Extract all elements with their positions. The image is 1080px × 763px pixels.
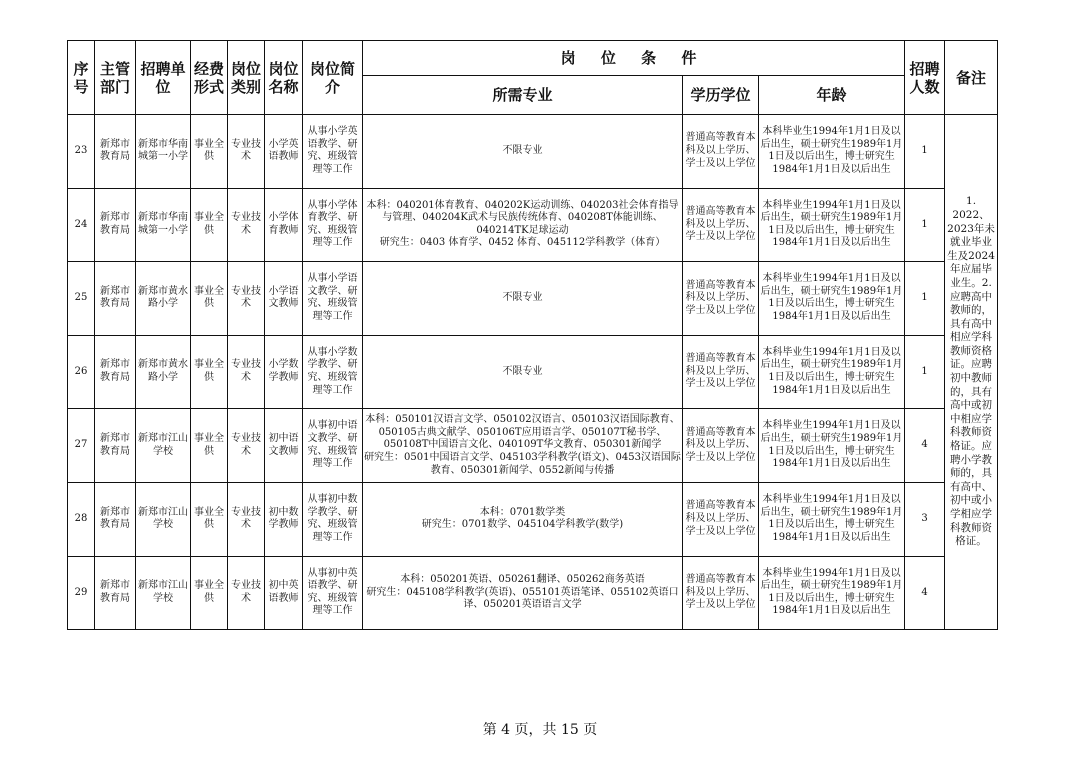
header-conditions: 岗 位 条 件 [363, 41, 905, 76]
cell-seq: 24 [68, 188, 95, 262]
cell-dept: 新郑市教育局 [95, 262, 136, 336]
header-count: 招聘人数 [905, 41, 945, 115]
cell-dept: 新郑市教育局 [95, 188, 136, 262]
cell-category: 专业技术 [228, 188, 265, 262]
cell-funding: 事业全供 [191, 482, 228, 556]
cell-major: 不限专业 [363, 262, 683, 336]
cell-count: 4 [905, 409, 945, 483]
cell-count: 1 [905, 335, 945, 409]
cell-major: 不限专业 [363, 115, 683, 189]
cell-intro: 从事小学体育教学、研究、班级管理等工作 [303, 188, 363, 262]
cell-count: 1 [905, 188, 945, 262]
cell-intro: 从事初中数学教学、研究、班级管理等工作 [303, 482, 363, 556]
cell-category: 专业技术 [228, 482, 265, 556]
header-seq: 序号 [68, 41, 95, 115]
cell-dept: 新郑市教育局 [95, 556, 136, 630]
cell-unit: 新郑市华南城第一小学 [136, 188, 191, 262]
cell-seq: 29 [68, 556, 95, 630]
cell-age: 本科毕业生1994年1月1日及以后出生，硕士研究生1989年1月1日及以后出生，博士研究生1984年1月1日及以后出生 [759, 115, 905, 189]
cell-category: 专业技术 [228, 409, 265, 483]
header-funding: 经费形式 [191, 41, 228, 115]
cell-degree: 普通高等教育本科及以上学历、学士及以上学位 [683, 482, 759, 556]
cell-count: 1 [905, 115, 945, 189]
cell-count: 3 [905, 482, 945, 556]
cell-major: 不限专业 [363, 335, 683, 409]
cell-post: 小学数学教师 [265, 335, 303, 409]
cell-age: 本科毕业生1994年1月1日及以后出生，硕士研究生1989年1月1日及以后出生，博士研究生1984年1月1日及以后出生 [759, 409, 905, 483]
cell-seq: 28 [68, 482, 95, 556]
recruitment-table [67, 40, 998, 630]
cell-count: 1 [905, 262, 945, 336]
cell-post: 初中英语教师 [265, 556, 303, 630]
cell-major: 本科：0701数学类 研究生：0701数学、045104学科教学(数学) [363, 482, 683, 556]
cell-funding: 事业全供 [191, 335, 228, 409]
cell-seq: 27 [68, 409, 95, 483]
table-row [68, 335, 998, 409]
cell-unit: 新郑市江山学校 [136, 482, 191, 556]
cell-degree: 普通高等教育本科及以上学历、学士及以上学位 [683, 262, 759, 336]
cell-age: 本科毕业生1994年1月1日及以后出生，硕士研究生1989年1月1日及以后出生，博士研究生1984年1月1日及以后出生 [759, 335, 905, 409]
cell-unit: 新郑市江山学校 [136, 556, 191, 630]
header-major: 所需专业 [363, 76, 683, 115]
cell-dept: 新郑市教育局 [95, 409, 136, 483]
table-row [68, 188, 998, 262]
header-post: 岗位名称 [265, 41, 303, 115]
cell-funding: 事业全供 [191, 556, 228, 630]
header-category: 岗位类别 [228, 41, 265, 115]
cell-age: 本科毕业生1994年1月1日及以后出生，硕士研究生1989年1月1日及以后出生，博士研究生1984年1月1日及以后出生 [759, 262, 905, 336]
cell-intro: 从事小学数学教学、研究、班级管理等工作 [303, 335, 363, 409]
header-unit: 招聘单位 [136, 41, 191, 115]
cell-unit: 新郑市华南城第一小学 [136, 115, 191, 189]
cell-dept: 新郑市教育局 [95, 335, 136, 409]
cell-post: 小学体育教师 [265, 188, 303, 262]
cell-post: 小学语文教师 [265, 262, 303, 336]
cell-category: 专业技术 [228, 115, 265, 189]
cell-major: 本科：050201英语、050261翻译、050262商务英语 研究生：045108学科教学(英语)、055101英语笔译、055102英语口译、050201英语语言文学 [363, 556, 683, 630]
cell-dept: 新郑市教育局 [95, 482, 136, 556]
cell-intro: 从事小学英语教学、研究、班级管理等工作 [303, 115, 363, 189]
table-row [68, 482, 998, 556]
cell-age: 本科毕业生1994年1月1日及以后出生，硕士研究生1989年1月1日及以后出生，博士研究生1984年1月1日及以后出生 [759, 188, 905, 262]
cell-major: 本科：050101汉语言文学、050102汉语言、050103汉语国际教育、050105古典文献学、050106T应用语言学、050107T秘书学、050108T中国语言文化、040109T华文教育、050301新闻学 研究生：0501中国语言文学、045103学科教学(语文)、0453汉语国际教育、050301新闻学、0552新闻与传播 [363, 409, 683, 483]
cell-degree: 普通高等教育本科及以上学历、学士及以上学位 [683, 188, 759, 262]
cell-funding: 事业全供 [191, 188, 228, 262]
table-row [68, 556, 998, 630]
header-intro: 岗位简介 [303, 41, 363, 115]
cell-degree: 普通高等教育本科及以上学历、学士及以上学位 [683, 335, 759, 409]
cell-unit: 新郑市黄水路小学 [136, 262, 191, 336]
cell-age: 本科毕业生1994年1月1日及以后出生，硕士研究生1989年1月1日及以后出生，博士研究生1984年1月1日及以后出生 [759, 556, 905, 630]
cell-remark: 1. 2022、2023年未就业毕业生及2024年应届毕业生。2. 应聘高中教师的，具有高中相应学科教师资格证。应聘初中教师的，具有高中或初中相应学科教师资格证。应聘小学教师的，具有高中、初中或小学相应学科教师资格证。 [945, 115, 998, 630]
cell-funding: 事业全供 [191, 262, 228, 336]
header-degree: 学历学位 [683, 76, 759, 115]
cell-category: 专业技术 [228, 262, 265, 336]
header-age: 年龄 [759, 76, 905, 115]
cell-seq: 25 [68, 262, 95, 336]
cell-category: 专业技术 [228, 335, 265, 409]
cell-post: 初中语文教师 [265, 409, 303, 483]
cell-seq: 23 [68, 115, 95, 189]
table-row [68, 115, 998, 189]
cell-post: 初中数学教师 [265, 482, 303, 556]
cell-degree: 普通高等教育本科及以上学历、学士及以上学位 [683, 115, 759, 189]
cell-funding: 事业全供 [191, 409, 228, 483]
cell-major: 本科：040201体育教育、040202K运动训练、040203社会体育指导与管理、040204K武术与民族传统体育、040208T体能训练、040214TK足球运动 研究生：0403 体育学、0452 体育、045112学科教学（体育） [363, 188, 683, 262]
header-remark: 备注 [945, 41, 998, 115]
header-dept: 主管部门 [95, 41, 136, 115]
cell-category: 专业技术 [228, 556, 265, 630]
page-number: 第 4 页，共 15 页 [482, 722, 598, 738]
cell-unit: 新郑市江山学校 [136, 409, 191, 483]
cell-seq: 26 [68, 335, 95, 409]
cell-degree: 普通高等教育本科及以上学历、学士及以上学位 [683, 409, 759, 483]
cell-unit: 新郑市黄水路小学 [136, 335, 191, 409]
cell-funding: 事业全供 [191, 115, 228, 189]
table-row [68, 262, 998, 336]
cell-count: 4 [905, 556, 945, 630]
cell-intro: 从事初中语文教学、研究、班级管理等工作 [303, 409, 363, 483]
cell-intro: 从事初中英语教学、研究、班级管理等工作 [303, 556, 363, 630]
cell-age: 本科毕业生1994年1月1日及以后出生，硕士研究生1989年1月1日及以后出生，博士研究生1984年1月1日及以后出生 [759, 482, 905, 556]
table-row [68, 409, 998, 483]
cell-degree: 普通高等教育本科及以上学历、学士及以上学位 [683, 556, 759, 630]
cell-dept: 新郑市教育局 [95, 115, 136, 189]
cell-intro: 从事小学语文教学、研究、班级管理等工作 [303, 262, 363, 336]
cell-post: 小学英语教师 [265, 115, 303, 189]
